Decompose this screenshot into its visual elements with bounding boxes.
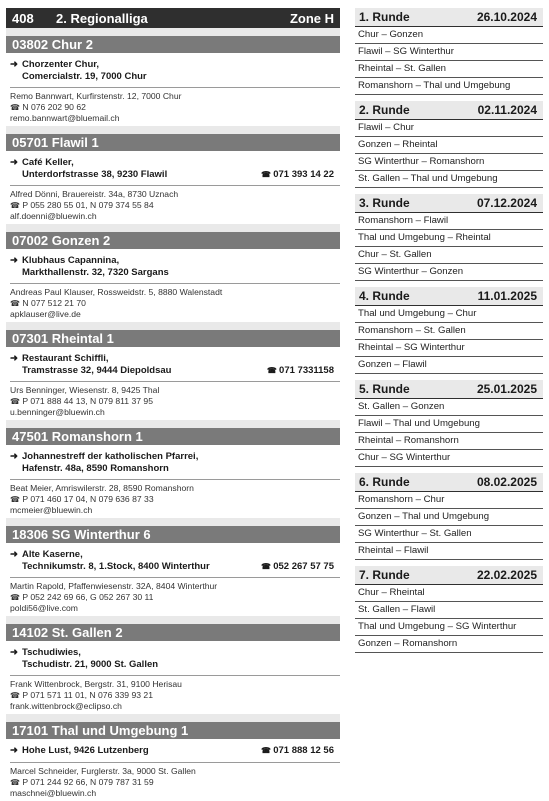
match-row: Flawil – SG Winterthur	[355, 44, 543, 61]
match-row: St. Gallen – Gonzen	[355, 399, 543, 416]
venue-name: Chorzenter Chur,	[22, 59, 100, 70]
telephone-icon: ☎	[10, 593, 20, 602]
match-row: Rheintal – SG Winterthur	[355, 340, 543, 357]
club-card	[6, 428, 340, 518]
venue-text	[22, 647, 334, 670]
league-title: 2. Regionalliga	[56, 10, 148, 26]
contact-phone	[10, 298, 340, 309]
venue	[6, 641, 340, 670]
club-card	[6, 722, 340, 801]
club-title: 05701 Flawil 1	[6, 134, 340, 151]
round-header	[355, 101, 543, 120]
match-row: Romanshorn – Flawil	[355, 213, 543, 230]
club-card	[6, 232, 340, 322]
league-number: 408	[12, 10, 34, 26]
divider	[10, 381, 340, 382]
venue-phone	[261, 745, 334, 757]
arrow-right-icon: ➜	[10, 549, 18, 560]
venue-text	[22, 59, 334, 82]
contact-phone-numbers: P 055 280 55 01, N 079 374 55 84	[22, 200, 154, 210]
match-row: Rheintal – St. Gallen	[355, 61, 543, 78]
club-card	[6, 330, 340, 420]
match-row: Rheintal – Flawil	[355, 543, 543, 560]
contact-phone-numbers: N 076 202 90 62	[22, 102, 86, 112]
venue-text	[22, 157, 261, 180]
round-date: 08.02.2025	[476, 475, 537, 489]
contact-block	[6, 385, 340, 420]
venue-name: Hohe Lust, 9426 Lutzenberg	[22, 745, 149, 756]
contact-phone	[10, 200, 340, 211]
match-row: SG Winterthur – Gonzen	[355, 264, 543, 281]
telephone-icon: ☎	[266, 365, 280, 375]
club-title: 17101 Thal und Umgebung 1	[6, 722, 340, 739]
clubs-panel	[6, 8, 340, 798]
contact-email[interactable]: remo.bannwart@bluemail.ch	[10, 113, 120, 123]
telephone-icon: ☎	[10, 299, 20, 308]
arrow-right-icon: ➜	[10, 745, 18, 756]
contact-name-address: Urs Benninger, Wiesenstr. 8, 9425 Thal	[10, 385, 160, 395]
contact-phone	[10, 690, 340, 701]
round-header	[355, 287, 543, 306]
round-date: 26.10.2024	[476, 10, 537, 24]
venue-text	[22, 745, 261, 757]
venue-address: Hafenstr. 48a, 8590 Romanshorn	[22, 462, 169, 474]
match-row: St. Gallen – Thal und Umgebung	[355, 171, 543, 188]
divider	[10, 479, 340, 480]
club-card	[6, 624, 340, 714]
contact-phone	[10, 777, 340, 788]
venue	[6, 249, 340, 278]
contact-block	[6, 91, 340, 126]
arrow-right-icon: ➜	[10, 647, 18, 658]
venue-address: Tschudistr. 21, 9000 St. Gallen	[22, 658, 159, 670]
club-title: 07301 Rheintal 1	[6, 330, 340, 347]
venue	[6, 53, 340, 82]
match-row: Flawil – Thal und Umgebung	[355, 416, 543, 433]
club-title: 47501 Romanshorn 1	[6, 428, 340, 445]
contact-phone	[10, 396, 340, 407]
telephone-icon: ☎	[261, 169, 274, 179]
round-label: 3. Runde	[359, 196, 410, 210]
contact-block	[6, 287, 340, 322]
venue-text	[22, 255, 334, 278]
match-row: Gonzen – Flawil	[355, 357, 543, 374]
contact-email[interactable]: apklauser@live.de	[10, 309, 81, 319]
telephone-icon: ☎	[10, 777, 20, 787]
league-zone: Zone H	[289, 10, 334, 26]
match-row: Gonzen – Thal und Umgebung	[355, 509, 543, 526]
telephone-icon: ☎	[261, 746, 274, 755]
match-row: SG Winterthur – St. Gallen	[355, 526, 543, 543]
match-row: St. Gallen – Flawil	[355, 602, 543, 619]
club-card	[6, 526, 340, 616]
round-block	[355, 380, 543, 467]
contact-name-address: Alfred Dönni, Brauereistr. 34a, 8730 Uznach	[10, 189, 179, 199]
venue-address: Comercialstr. 19, 7000 Chur	[22, 70, 147, 82]
divider	[10, 577, 340, 578]
contact-phone-numbers: P 071 888 44 13, N 079 811 37 95	[22, 396, 153, 406]
round-block	[355, 566, 543, 653]
divider	[10, 283, 340, 284]
match-row: SG Winterthur – Romanshorn	[355, 154, 543, 171]
round-label: 5. Runde	[359, 382, 410, 396]
telephone-icon: ☎	[10, 397, 20, 406]
club-card	[6, 134, 340, 224]
match-row: Romanshorn – Chur	[355, 492, 543, 509]
club-title: 14102 St. Gallen 2	[6, 624, 340, 641]
contact-email[interactable]: u.benninger@bluewin.ch	[10, 407, 105, 417]
contact-email[interactable]: poldi56@live.com	[10, 603, 78, 613]
round-date: 25.01.2025	[476, 382, 537, 396]
round-block	[355, 101, 543, 188]
club-title: 03802 Chur 2	[6, 36, 340, 53]
contact-name-address: Andreas Paul Klauser, Rossweidstr. 5, 8880 Walenstadt	[10, 287, 223, 297]
venue-text	[22, 353, 267, 376]
match-row: Rheintal – Romanshorn	[355, 433, 543, 450]
venue-phone	[261, 169, 334, 181]
contact-phone-numbers: P 071 571 11 01, N 076 339 93 21	[22, 690, 153, 700]
venue-address: Unterdorfstrasse 38, 9230 Flawil	[22, 168, 168, 180]
venue-name: Johannestreff der katholischen Pfarrei,	[22, 451, 199, 462]
contact-phone	[10, 494, 340, 505]
schedule-panel	[355, 8, 543, 659]
venue	[6, 445, 340, 474]
contact-name-address: Remo Bannwart, Kurfirstenstr. 12, 7000 Chur	[10, 91, 182, 101]
round-block	[355, 194, 543, 281]
contact-name-address: Marcel Schneider, Furglerstr. 3a, 9000 St. Gallen	[10, 765, 196, 776]
telephone-icon: ☎	[261, 561, 274, 571]
telephone-icon: ☎	[10, 201, 20, 210]
round-header	[355, 380, 543, 399]
contact-phone	[10, 592, 340, 603]
divider	[10, 762, 340, 763]
venue-address: Technikumstr. 8, 1.Stock, 8400 Winterthur	[22, 560, 210, 572]
match-row: Chur – SG Winterthur	[355, 450, 543, 467]
contact-name-address: Beat Meier, Amriswilerstr. 28, 8590 Romanshorn	[10, 483, 194, 493]
match-row: Thal und Umgebung – Chur	[355, 306, 543, 323]
contact-block	[6, 581, 340, 616]
round-block	[355, 473, 543, 560]
round-label: 1. Runde	[359, 10, 410, 24]
arrow-right-icon: ➜	[10, 59, 18, 70]
club-title: 18306 SG Winterthur 6	[6, 526, 340, 543]
round-label: 4. Runde	[359, 289, 410, 303]
match-row: Gonzen – Romanshorn	[355, 636, 543, 653]
match-row: Chur – Gonzen	[355, 27, 543, 44]
venue	[6, 739, 340, 757]
arrow-right-icon: ➜	[10, 353, 18, 364]
telephone-icon: ☎	[10, 691, 20, 700]
arrow-right-icon: ➜	[10, 157, 18, 168]
club-title: 07002 Gonzen 2	[6, 232, 340, 249]
divider	[10, 185, 340, 186]
contact-name-address: Martin Rapold, Pfaffenwiesenstr. 32A, 8404 Winterthur	[10, 581, 218, 591]
contact-phone	[10, 102, 340, 113]
match-row: Thal und Umgebung – SG Winterthur	[355, 619, 543, 636]
match-row: Chur – Rheintal	[355, 585, 543, 602]
match-row: Thal und Umgebung – Rheintal	[355, 230, 543, 247]
match-row: Flawil – Chur	[355, 120, 543, 137]
match-row: Romanshorn – Thal und Umgebung	[355, 78, 543, 95]
venue-phone-number: 071 888 12 56	[273, 745, 334, 756]
contact-email[interactable]: alf.doenni@bluewin.ch	[10, 211, 97, 221]
contact-email[interactable]: mcmeier@bluewin.ch	[10, 505, 93, 515]
round-block	[355, 8, 543, 95]
contact-phone-numbers: N 077 512 21 70	[22, 298, 86, 308]
round-header	[355, 473, 543, 492]
match-row: Chur – St. Gallen	[355, 247, 543, 264]
round-label: 7. Runde	[359, 568, 410, 582]
round-header	[355, 194, 543, 213]
round-block	[355, 287, 543, 374]
arrow-right-icon: ➜	[10, 451, 18, 462]
venue	[6, 347, 340, 376]
divider	[10, 87, 340, 88]
venue-phone	[261, 561, 334, 573]
contact-email[interactable]: maschnei@bluewin.ch	[10, 787, 97, 798]
venue-name: Klubhaus Capannina,	[22, 255, 120, 266]
venue-address: Markthallenstr. 32, 7320 Sargans	[22, 266, 169, 278]
venue	[6, 151, 340, 180]
venue-phone-number: 052 267 57 75	[273, 560, 334, 572]
contact-block	[6, 766, 340, 801]
venue	[6, 543, 340, 572]
contact-phone-numbers: P 052 242 69 66, G 052 267 30 11	[22, 592, 154, 602]
venue-name: Alte Kaserne,	[22, 549, 83, 560]
contact-email[interactable]: frank.wittenbrock@eclipso.ch	[10, 701, 122, 711]
league-header	[6, 8, 340, 28]
venue-address: Tramstrasse 32, 9444 Diepoldsau	[22, 364, 172, 376]
contact-name-address: Frank Wittenbrock, Bergstr. 31, 9100 Herisau	[10, 679, 182, 689]
telephone-icon: ☎	[10, 495, 20, 504]
divider	[10, 675, 340, 676]
contact-phone-numbers: P 071 244 92 66, N 079 787 31 59	[22, 776, 154, 787]
venue-phone	[267, 365, 334, 377]
club-card	[6, 36, 340, 126]
round-header	[355, 8, 543, 27]
round-date: 22.02.2025	[476, 568, 537, 582]
round-date: 07.12.2024	[476, 196, 537, 210]
round-date: 02.11.2024	[477, 103, 537, 117]
club-list	[6, 36, 340, 801]
match-row: Romanshorn – St. Gallen	[355, 323, 543, 340]
venue-name: Tschudiwies,	[22, 647, 81, 658]
match-row: Gonzen – Rheintal	[355, 137, 543, 154]
venue-phone-number: 071 393 14 22	[273, 168, 334, 180]
telephone-icon: ☎	[10, 103, 20, 112]
contact-phone-numbers: P 071 460 17 04, N 079 636 87 33	[22, 494, 154, 504]
venue-name: Restaurant Schiffli,	[22, 353, 109, 364]
venue-text	[22, 451, 334, 474]
round-date: 11.01.2025	[477, 289, 537, 303]
venue-name: Café Keller,	[22, 157, 74, 168]
contact-block	[6, 679, 340, 714]
venue-phone-number: 071 7331158	[279, 364, 334, 376]
contact-block	[6, 189, 340, 224]
venue-text	[22, 549, 261, 572]
round-label: 2. Runde	[359, 103, 410, 117]
arrow-right-icon: ➜	[10, 255, 18, 266]
round-header	[355, 566, 543, 585]
contact-block	[6, 483, 340, 518]
round-label: 6. Runde	[359, 475, 410, 489]
